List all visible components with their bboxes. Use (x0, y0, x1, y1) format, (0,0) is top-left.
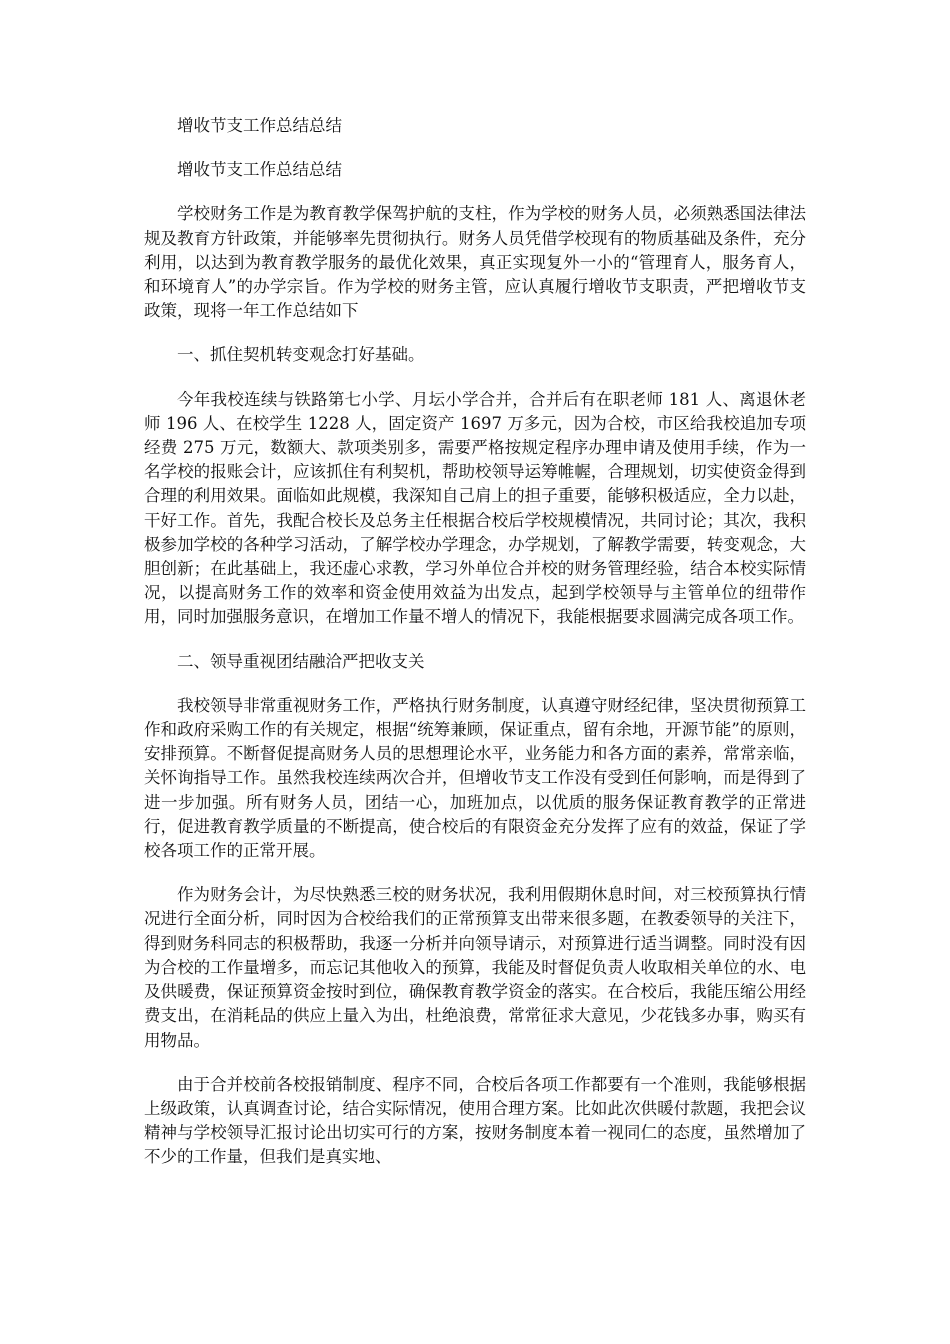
section-heading-1: 一、抓住契机转变观念打好基础。 (177, 345, 425, 365)
paragraph-section-2c: 由于合并校前各校报销制度、程序不同，合校后各项工作都要有一个准则，我能够根据上级政策，认真调查讨论，结合实际情况，使用合理方案。比如此次供暖付款题，我把会议精神与学校领导汇报讨论出切实可行的方案，按财务制度本着一视同仁的态度，虽然增加了不少的工作量，但我们是真实地、 (144, 1074, 806, 1167)
section-heading-2: 二、领导重视团结融洽严把收支关 (177, 651, 425, 671)
paragraph-intro: 学校财务工作是为教育教学保驾护航的支柱，作为学校的财务人员，必须熟悉国法律法规及教育方针政策，并能够率先贯彻执行。财务人员凭借学校现有的物质基础及条件，充分利用，以达到为教育教学服务的最优化效果，真正实现复外一小的“管理育人，服务育人，和环境育人”的办学宗旨。作为学校的财务主管，应认真履行增收节支职责，严把增收节支政策，现将一年工作总结如下 (144, 204, 806, 321)
paragraph-section-1: 今年我校连续与铁路第七小学、月坛小学合并，合并后有在职老师 181 人、离退休老师 196 人、在校学生 1228 人，固定资产 1697 万多元，因为合校，市区给我校追加专项经费 275 万元，数额大、款项类别多，需要严格按规定程序办理申请及使用手续，作为一名学校的报账会计，应该抓住有利契机，帮助校领导运筹帷幄，合理规划，切实使资金得到合理的利用效果。面临如此规模，我深知自己肩上的担子重要，能够积极适应，全力以赴，干好工作。首先，我配合校长及总务主任根据合校后学校规模情况，共同讨论；其次，我积极参加学校的各种学习活动，了解学校办学理念，办学规划，了解教学需要，转变观念，大胆创新；在此基础上，我还虚心求教，学习外单位合并校的财务管理经验，结合本校实际情况，以提高财务工作的效率和资金使用效益为出发点，起到学校领导与主管单位的纽带作用，同时加强服务意识，在增加工作量不增人的情况下，我能根据要求圆满完成各项工作。 (144, 389, 806, 627)
document-title: 增收节支工作总结总结 (177, 116, 342, 135)
paragraph-section-2b: 作为财务会计，为尽快熟悉三校的财务状况，我利用假期休息时间，对三校预算执行情况进行全面分析，同时因为合校给我们的正常预算支出带来很多题，在教委领导的关注下，得到财务科同志的积极帮助，我逐一分析并向领导请示，对预算进行适当调整。同时没有因为合校的工作量增多，而忘记其他收入的预算，我能及时督促负责人收取相关单位的水、电及供暖费，保证预算资金按时到位，确保教育教学资金的落实。在合校后，我能压缩公用经费支出，在消耗品的供应上量入为出，杜绝浪费，常常征求大意见，少花钱多办事，购买有用物品。 (144, 885, 806, 1050)
paragraph-section-2a: 我校领导非常重视财务工作，严格执行财务制度，认真遵守财经纪律，坚决贯彻预算工作和政府采购工作的有关规定，根据“统筹兼顾，保证重点，留有余地，开源节能”的原则，安排预算。不断督促提高财务人员的思想理论水平，业务能力和各方面的素养，常常亲临，关怀询指导工作。虽然我校连续两次合并，但增收节支工作没有受到任何影响，而是得到了进一步加强。所有财务人员，团结一心，加班加点，以优质的服务保证教育教学的正常进行，促进教育教学质量的不断提高，使合校后的有限资金充分发挥了应有的效益，保证了学校各项工作的正常开展。 (144, 695, 806, 861)
document-subtitle: 增收节支工作总结总结 (177, 160, 342, 180)
document-body (144, 114, 806, 1190)
